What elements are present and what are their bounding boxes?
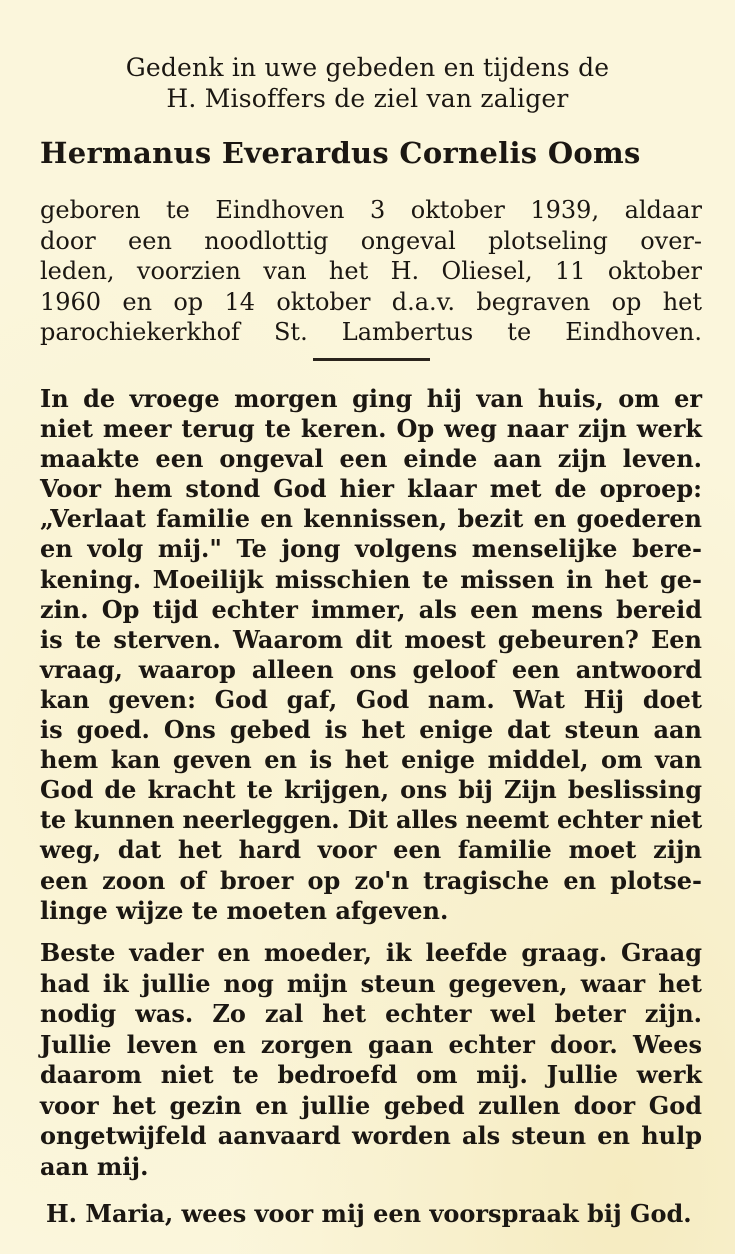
text-line: „Verlaat familie en kennissen, bezit en goederen [40,504,702,534]
text-line: zin. Op tijd echter immer, als een mens bereid [40,594,702,624]
text-line: nodig was. Zo zal het echter wel beter zijn. [40,999,702,1028]
text-line: is goed. Ons gebed is het enige dat steun aan [40,715,702,745]
text-line: parochiekerkhof St. Lambertus te Eindhoven. [40,318,702,346]
text-line: daarom niet te bedroefd om mij. Jullie werk [40,1060,702,1089]
text-line: niet meer terug te keren. Op weg naar zijn werk [40,414,702,444]
reflection-paragraph [40,384,702,926]
intro-text [0,52,735,114]
text-line: Voor hem stond God hier klaar met de oproep: [40,474,702,504]
text-line: kening. Moeilijk misschien te missen in het ge- [40,564,702,594]
text-line: aan mij. [40,1151,149,1181]
text-line: weg, dat het hard voor een familie moet zijn [40,835,702,865]
text-line: vraag, waarop alleen ons geloof een antwoord [40,654,702,684]
intro-line: H. Misoffers de ziel van zaliger [166,84,569,113]
text-line: leden, voorzien van het H. Oliesel, 11 oktober [40,257,702,285]
text-line: en volg mij." Te jong volgens menselijke bere- [40,534,702,564]
divider-rule [313,358,430,361]
deceased-name: Hermanus Everardus Cornelis Ooms [40,136,641,170]
text-line: ongetwijfeld aanvaard worden als steun en hulp [40,1121,702,1150]
text-line: een zoon of broer op zo'n tragische en plotse- [40,865,702,895]
text-line: te kunnen neerleggen. Dit alles neemt echter niet [40,805,702,835]
text-line: kan geven: God gaf, God nam. Wat Hij doet [40,684,702,714]
text-line: is te sterven. Waarom dit moest gebeuren? Een [40,624,702,654]
text-line: linge wijze te moeten afgeven. [40,895,449,925]
text-line: had ik jullie nog mijn steun gegeven, waar het [40,968,702,998]
text-line: 1960 en op 14 oktober d.a.v. begraven op het [40,287,702,316]
text-line: Jullie leven en zorgen gaan echter door. Wees [40,1029,702,1059]
intro-line: Gedenk in uwe gebeden en tijdens de [125,53,610,82]
text-line: Beste vader en moeder, ik leefde graag. Graag [40,938,702,967]
text-line: maakte een ongeval een einde aan zijn leven. [40,444,702,474]
farewell-paragraph [40,938,702,1182]
text-line: geboren te Eindhoven 3 oktober 1939, aldaar [40,196,702,224]
text-line: hem kan geven en is het enige middel, om van [40,745,702,775]
text-line: God de kracht te krijgen, ons bij Zijn beslissing [40,775,702,805]
biography-paragraph [40,195,702,348]
text-line: voor het gezin en jullie gebed zullen door God [40,1090,702,1120]
closing-prayer: H. Maria, wees voor mij een voorspraak bij God. [46,1199,692,1228]
text-line: In de vroege morgen ging hij van huis, om er [40,384,702,413]
text-line: door een noodlottig ongeval plotseling over- [40,226,702,255]
